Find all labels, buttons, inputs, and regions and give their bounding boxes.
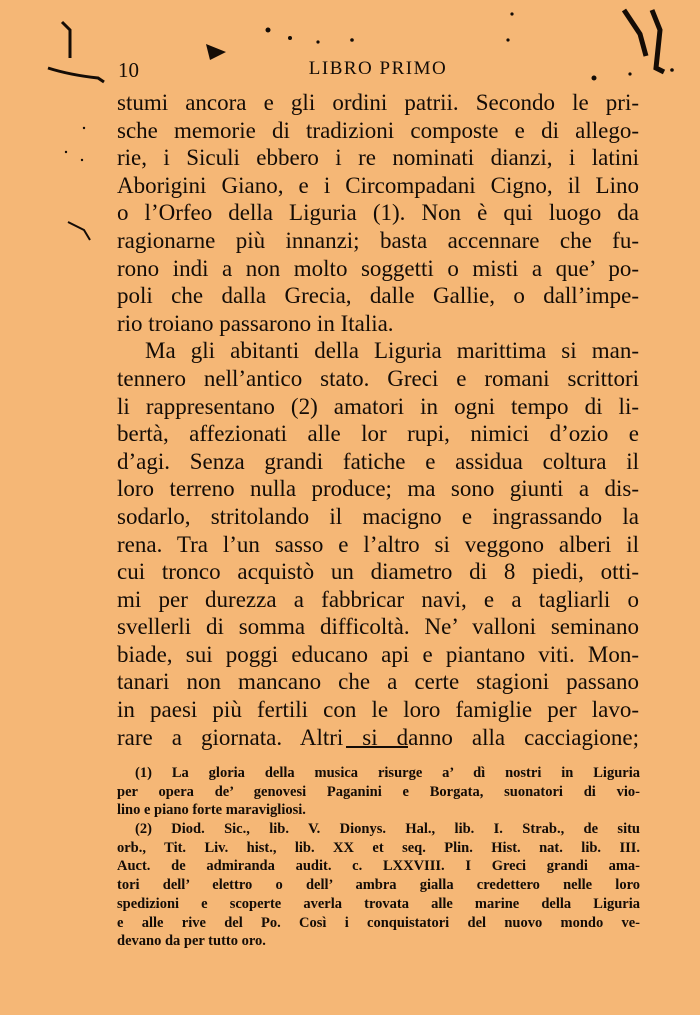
- text-line: Ma gli abitanti della Liguria marittima si man-: [145, 338, 639, 364]
- text-line: in paesi più fertili con le loro famiglie per lavo-: [117, 697, 639, 723]
- text-line: tennero nell’antico stato. Greci e romani scrittori: [117, 365, 639, 391]
- text-line: biade, sui poggi educano api e piantano viti. Mon-: [117, 641, 639, 667]
- footnote-line: Auct. de admiranda audit. c. LXXVIII. I Greci grandi ama-: [117, 858, 640, 875]
- text-line: cui tronco acquistò un diametro di 8 piedi, otti-: [117, 559, 639, 585]
- text-line: sodarlo, stritolando il macigno e ingrassando la: [117, 503, 639, 529]
- text-line: ragionarne più innanzi; basta accennare che fu-: [117, 227, 639, 253]
- text-line: poli che dalla Grecia, dalle Gallie, o dall’impe-: [117, 283, 639, 309]
- text-line: d’agi. Senza grandi fatiche e assidua coltura il: [117, 448, 639, 474]
- footnote-line: orb., Tit. Liv. hist., lib. XX et seq. Plin. Hist. nat. lib. III.: [117, 839, 640, 856]
- running-title: LIBRO PRIMO: [308, 58, 448, 79]
- text-line: rio troiano passarono in Italia.: [117, 310, 394, 336]
- body-text: [117, 89, 639, 751]
- footnote-line: per opera de’ genovesi Paganini e Borgata, suonatori di vio-: [117, 783, 640, 800]
- footnote-line: devano da per tutto oro.: [117, 933, 266, 950]
- footnote-line: lino e piano forte maravigliosi.: [117, 802, 306, 819]
- footnote-divider: [346, 746, 408, 748]
- text-line: rena. Tra l’un sasso e l’altro si veggono alberi il: [117, 531, 639, 557]
- text-line: loro terreno nulla produce; ma sono giunti a dis-: [117, 476, 639, 502]
- footnote-line: tori dell’ elettro o dell’ ambra gialla credettero nelle loro: [117, 877, 640, 894]
- text-line: rie, i Siculi ebbero i re nominati dianzi, i latini: [117, 145, 639, 171]
- text-line: bertà, affezionati alle lor rupi, nimici d’ozio e: [117, 421, 639, 447]
- text-line: li rappresentano (2) amatori in ogni tempo di li-: [117, 393, 639, 419]
- footnote-line: (1) La gloria della musica risurge a’ dì nostri in Liguria: [135, 765, 640, 781]
- text-line: o l’Orfeo della Liguria (1). Non è qui luogo da: [117, 200, 639, 226]
- text-line: mi per durezza a fabbricar navi, e a tagliarli o: [117, 586, 639, 612]
- footnote-line: (2) Diod. Sic., lib. V. Dionys. Hal., lib. I. Strab., de situ: [135, 821, 640, 838]
- text-line: stumi ancora e gli ordini patrii. Secondo le pri-: [117, 90, 639, 115]
- page-header: [118, 58, 638, 86]
- text-line: tanari non mancano che a certe stagioni passano: [117, 669, 639, 695]
- footnote-line: e alle rive del Po. Così i conquistatori del nuovo mondo ve-: [117, 914, 640, 931]
- page-number: 10: [118, 58, 139, 82]
- text-line: svellerli di somma difficoltà. Ne’ valloni seminano: [117, 614, 639, 640]
- text-line: rare a giornata. Altri si danno alla cacciagione;: [117, 724, 639, 750]
- text-line: rono indi a non molto soggetti o misti a que’ po-: [117, 255, 639, 281]
- footnote-line: spedizioni e scoperte averla trovata alle marine della Liguria: [117, 895, 640, 912]
- footnotes: [117, 764, 640, 951]
- text-line: sche memorie di tradizioni composte e di allego-: [117, 117, 639, 143]
- text-line: Aborigini Giano, e i Circompadani Cigno, il Lino: [117, 172, 639, 198]
